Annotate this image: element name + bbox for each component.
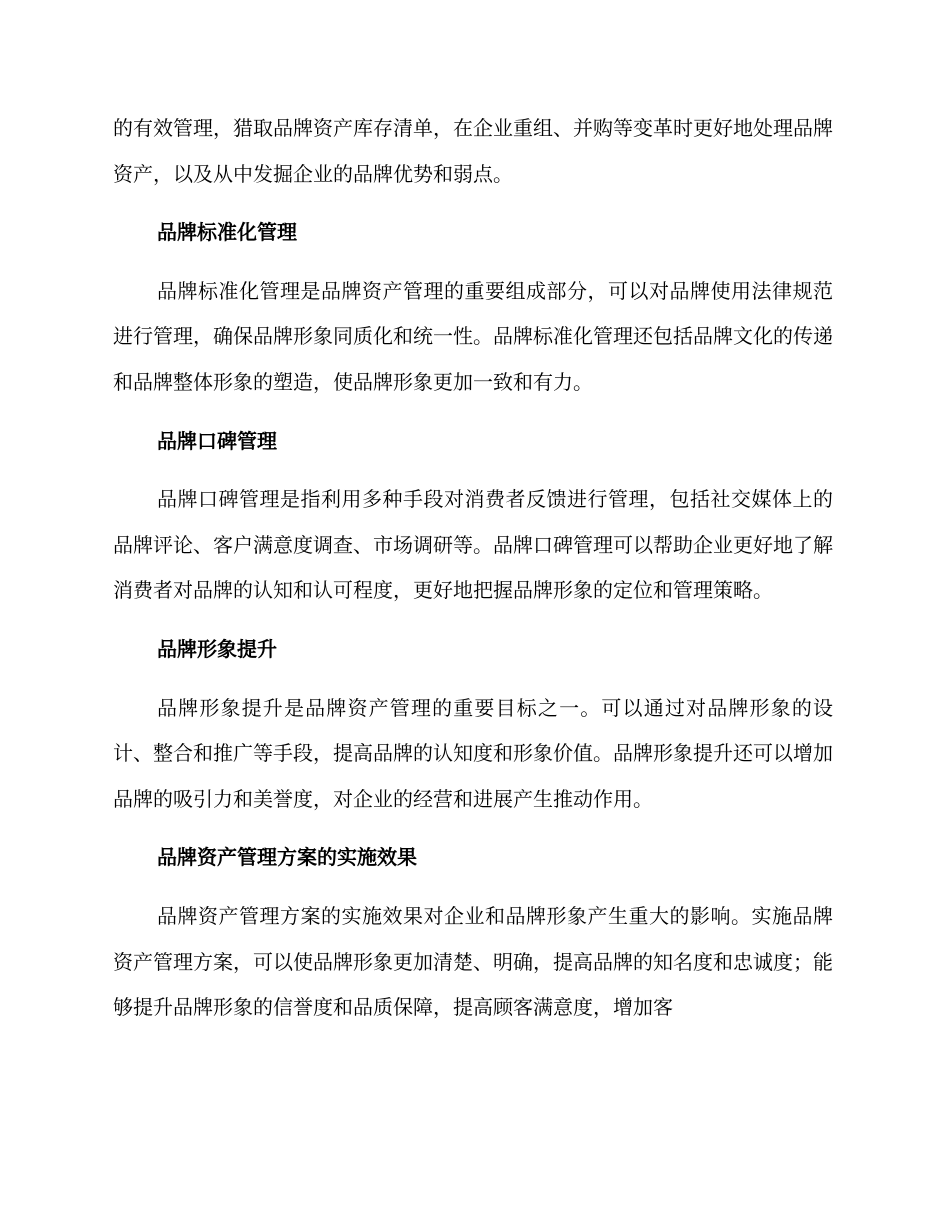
paragraph-implementation-effect: 品牌资产管理方案的实施效果对企业和品牌形象产生重大的影响。实施品牌资产管理方案，可以使品牌形象更加清楚、明确，提高品牌的知名度和忠诚度；能够提升品牌形象的信誉度和品质保障，提高顾客满意度，增加客 [113, 903, 833, 1020]
document-page [113, 106, 833, 1031]
heading-brand-reputation: 品牌口碑管理 [157, 428, 277, 453]
heading-brand-standardization: 品牌标准化管理 [157, 220, 297, 245]
paragraph-brand-standardization: 品牌标准化管理是品牌资产管理的重要组成部分，可以对品牌使用法律规范进行管理，确保品牌形象同质化和统一性。品牌标准化管理还包括品牌文化的传递和品牌整体形象的塑造，使品牌形象更加一致和有力。 [113, 278, 833, 394]
paragraph-brand-image: 品牌形象提升是品牌资产管理的重要目标之一。可以通过对品牌形象的设计、整合和推广等手段，提高品牌的认知度和形象价值。品牌形象提升还可以增加品牌的吸引力和美誉度，对企业的经营和进展产生推动作用。 [113, 695, 833, 811]
paragraph-brand-reputation: 品牌口碑管理是指利用多种手段对消费者反馈进行管理，包括社交媒体上的品牌评论、客户满意度调查、市场调研等。品牌口碑管理可以帮助企业更好地了解消费者对品牌的认知和认可程度，更好地把握品牌形象的定位和管理策略。 [113, 487, 833, 603]
heading-brand-image: 品牌形象提升 [157, 636, 277, 661]
paragraph-intro-continuation: 的有效管理，猎取品牌资产库存清单，在企业重组、并购等变革时更好地处理品牌资产，以及从中发掘企业的品牌优势和弱点。 [113, 116, 833, 186]
heading-implementation-effect: 品牌资产管理方案的实施效果 [157, 845, 417, 870]
